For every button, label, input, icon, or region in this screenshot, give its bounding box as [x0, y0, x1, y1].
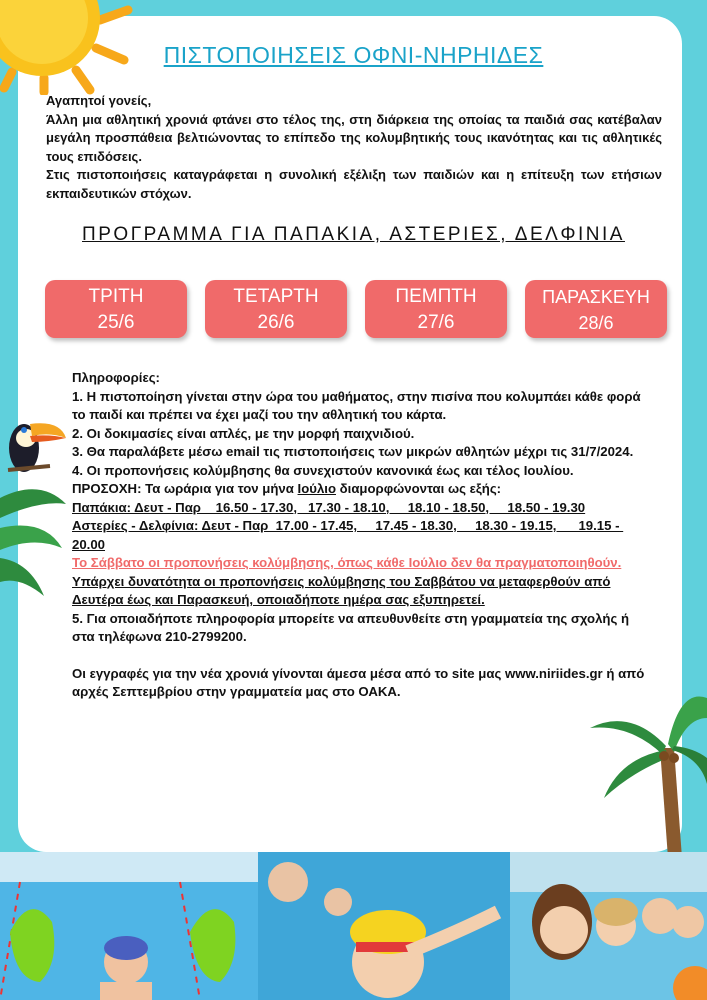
info-item-3: 3. Θα παραλάβετε μέσω email τις πιστοποιήσεις των μικρών αθλητών μέχρι τις 31/7/2024.	[72, 444, 634, 459]
info-item-2: 2. Οι δοκιμασίες είναι απλές, με την μορφή παιχνιδιού.	[72, 425, 415, 441]
day-card-friday	[525, 280, 667, 338]
spacer	[72, 647, 652, 665]
registration-text: Οι εγγραφές για την νέα χρονιά γίνονται άμεσα μέσα από το site μας www.niriides.gr ή από αρχές Σεπτεμβρίου στην γραμματεία μας στο ΟΑΚΑ.	[72, 665, 645, 699]
day-name: ΠΕΜΠΤΗ	[395, 286, 477, 307]
photo-pool-paddles	[0, 852, 258, 1000]
day-date: 25/6	[97, 312, 135, 333]
intro-paragraph-2: Στις πιστοποιήσεις καταγράφεται η συνολική εξέλιξη των παιδιών και η επίτευξη των ετήσιων εκπαιδευτικών στόχων.	[46, 167, 662, 201]
toucan-icon	[0, 408, 70, 488]
intro-text	[46, 92, 662, 204]
saturday-option: Υπάρχει δυνατότητα οι προπονήσεις κολύμβησης του Σαββάτου να μεταφερθούν από Δευτέρα έως και Παρασκευή, οποιαδήποτε ημέρα σας εξυπηρετεί.	[72, 573, 611, 607]
program-title: ΠΡΟΓΡΑΜΜΑ ΓΙΑ ΠΑΠΑΚΙΑ, ΑΣΤΕΡΙΕΣ, ΔΕΛΦΙΝΙΑ	[82, 224, 625, 245]
day-card-tuesday	[45, 280, 187, 338]
photo-kids-pool	[510, 852, 707, 1000]
pool-photo-2-image	[258, 852, 510, 1000]
intro-paragraph-1: Άλλη μια αθλητική χρονιά φτάνει στο τέλος της, στη διάρκεια της οποίας τα παιδιά σας κατέβαλαν μεγάλη προσπάθεια βελτιώνοντας το επίπεδο της κολυμβητικής τους ικανότητας και τις αθλητικές τους επιδόσεις.	[46, 111, 662, 164]
info-heading: Πληροφορίες:	[72, 370, 160, 385]
info-item-1: 1. Η πιστοποίηση γίνεται στην ώρα του μαθήματος, στην πισίνα που κολυμπάει κάθε φορά το παιδί και πρέπει να έχει μαζί του την αθλητική του κάρτα.	[72, 388, 641, 422]
pool-photo-3-image	[510, 852, 707, 1000]
notice-prefix: ΠΡΟΣΟΧΗ: Τα ωράρια για τον μήνα	[72, 481, 298, 496]
day-name: ΠΑΡΑΣΚΕΥΗ	[542, 287, 650, 307]
day-date: 26/6	[257, 312, 295, 333]
day-name: ΤΡΙΤΗ	[88, 286, 144, 307]
day-date: 28/6	[578, 313, 614, 333]
notice-month: Ιούλιο	[297, 481, 336, 496]
info-item-4: 4. Οι προπονήσεις κολύμβησης θα συνεχιστούν κανονικά έως και τέλος Ιουλίου.	[72, 462, 574, 478]
greeting: Αγαπητοί γονείς,	[46, 93, 152, 108]
palm-tree-icon	[590, 688, 707, 858]
palm-leaves-left-icon	[0, 478, 70, 618]
day-name: ΤΕΤΑΡΤΗ	[233, 286, 319, 307]
saturday-notice: Το Σάββατο οι προπονήσεις κολύμβησης, όπως κάθε Ιούλιο δεν θα πραγματοποιηθούν.	[72, 555, 622, 570]
notice-suffix: διαμορφώνονται ως εξής:	[336, 481, 502, 496]
day-date: 27/6	[417, 312, 455, 333]
notice-line	[72, 480, 652, 499]
photo-girl-swimming	[258, 852, 510, 1000]
page-title: ΠΙΣΤΟΠΟΙΗΣΕΙΣ ΟΦΝΙ-ΝΗΡΗΙΔΕΣ	[163, 42, 544, 68]
pool-photo-1-image	[0, 852, 258, 1000]
schedule-asteries: Αστερίες - Δελφίνια: Δευτ - Παρ 17.00 - 17.45, 17.45 - 18.30, 18.30 - 19.15, 19.15 - 20.00	[72, 518, 624, 552]
day-card-thursday	[365, 280, 507, 338]
day-card-wednesday	[205, 280, 347, 338]
schedule-papakia: Παπάκια: Δευτ - Παρ 16.50 - 17.30, 17.30 - 18.10, 18.10 - 18.50, 18.50 - 19.30	[72, 499, 586, 515]
info-section	[72, 369, 652, 702]
info-item-5: 5. Για οποιαδήποτε πληροφορία μπορείτε να απευθυνθείτε στη γραμματεία της σχολής ή στα τηλέφωνα 210-2799200.	[72, 610, 630, 644]
